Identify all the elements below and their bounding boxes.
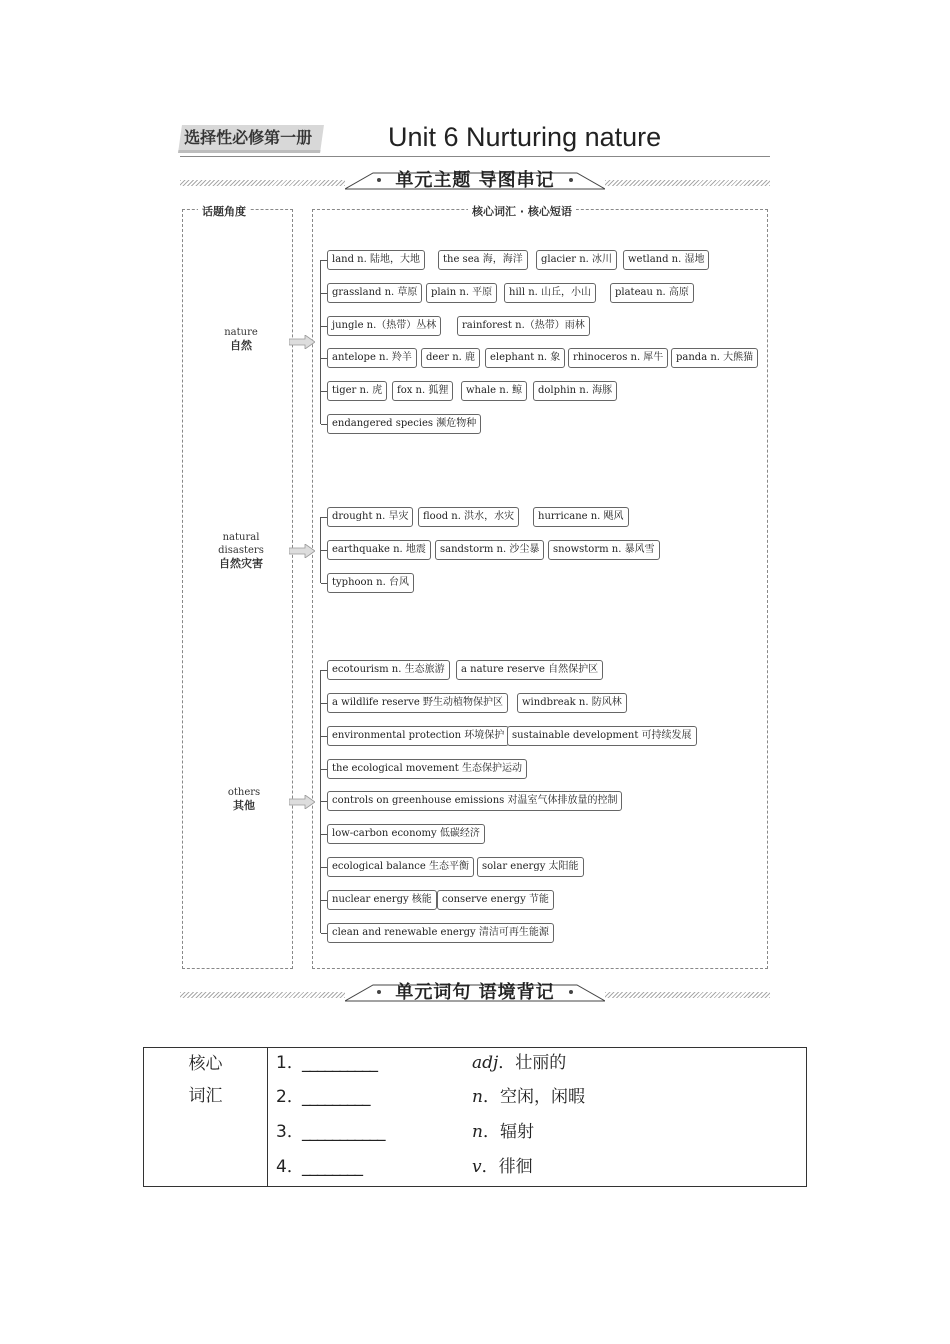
vocab-item: clean and renewable energy 清洁可再生能源 xyxy=(327,923,554,943)
vocab-item: sustainable development 可持续发展 xyxy=(507,726,697,746)
vocab-item: environmental protection 环境保护 xyxy=(327,726,509,746)
vocab-item: wetland n. 湿地 xyxy=(623,250,709,270)
vocab-row xyxy=(276,1048,377,1078)
category-en: others xyxy=(227,787,261,798)
bracket-nature xyxy=(320,260,321,424)
vocab-item: flood n. 洪水，水灾 xyxy=(418,507,519,527)
vocab-item: rainforest n.（热带）雨林 xyxy=(457,316,590,336)
vocab-item: glacier n. 冰川 xyxy=(536,250,617,270)
vocab-item: snowstorm n. 暴风雪 xyxy=(548,540,660,560)
vocab-item: sandstorm n. 沙尘暴 xyxy=(435,540,544,560)
sentences-banner-title: 单元词句 语境背记 xyxy=(395,982,555,1003)
vocab-item: windbreak n. 防风林 xyxy=(517,693,627,713)
definition-text: ．壮丽的 xyxy=(498,1053,567,1073)
vocab-definition xyxy=(472,1082,585,1112)
vocab-item: fox n. 狐狸 xyxy=(392,381,453,401)
definition-text: ．徘徊 xyxy=(481,1157,533,1177)
vocab-item: panda n. 大熊猫 xyxy=(671,348,758,368)
answer-blank[interactable]: _________ xyxy=(302,1087,370,1107)
vocab-item: low-carbon economy 低碳经济 xyxy=(327,824,485,844)
vocab-item: endangered species 濒危物种 xyxy=(327,414,481,434)
arrow-right-icon xyxy=(289,544,315,558)
part-of-speech: n xyxy=(472,1087,483,1107)
vocab-item: grassland n. 草原 xyxy=(327,283,422,303)
vocab-item: typhoon n. 台风 xyxy=(327,573,414,593)
topic-angle-label: 话题角度 xyxy=(198,203,250,219)
header-rule xyxy=(180,156,770,157)
vocab-item: ecological balance 生态平衡 xyxy=(327,857,474,877)
row-number: 3． xyxy=(276,1122,304,1142)
vocab-item: dolphin n. 海豚 xyxy=(533,381,617,401)
core-vocab-label-line2: 词汇 xyxy=(188,1086,223,1106)
category-natural-disasters xyxy=(201,531,281,570)
vocab-item: earthquake n. 地震 xyxy=(327,540,431,560)
category-zh: 自然 xyxy=(230,339,252,352)
unit-title: Unit 6 Nurturing nature xyxy=(388,122,662,152)
vocab-item: rhinoceros n. 犀牛 xyxy=(568,348,668,368)
category-others xyxy=(204,786,284,812)
row-number: 1． xyxy=(276,1053,304,1073)
definition-text: ．辐射 xyxy=(482,1122,534,1142)
definition-text: ．空闲，闲暇 xyxy=(482,1087,585,1107)
arrow-right-icon xyxy=(289,335,315,349)
vocab-row xyxy=(276,1152,362,1182)
vocab-row xyxy=(276,1117,385,1147)
answer-blank[interactable]: __________ xyxy=(302,1053,377,1073)
category-nature xyxy=(201,326,281,352)
vocab-item: jungle n.（热带）丛林 xyxy=(327,316,441,336)
row-number: 4． xyxy=(276,1157,304,1177)
category-zh: 自然灾害 xyxy=(219,557,263,570)
category-en: natural disasters xyxy=(218,532,264,556)
core-vocab-label: 核心词汇 · 核心短语 xyxy=(468,203,576,219)
mindmap-banner-title: 单元主题 导图串记 xyxy=(395,170,555,191)
vocab-item: whale n. 鲸 xyxy=(461,381,527,401)
vocab-item: land n. 陆地，大地 xyxy=(327,250,425,270)
vocab-definition xyxy=(472,1048,566,1078)
vocab-item: deer n. 鹿 xyxy=(421,348,480,368)
banner-cap xyxy=(345,165,605,195)
vocab-item: a nature reserve 自然保护区 xyxy=(456,660,603,680)
vocab-item: plain n. 平原 xyxy=(426,283,497,303)
vocab-item: drought n. 旱灾 xyxy=(327,507,413,527)
answer-blank[interactable]: ___________ xyxy=(302,1122,385,1142)
sentences-banner xyxy=(180,977,770,1007)
vocab-item: nuclear energy 核能 xyxy=(327,890,437,910)
vocab-definition xyxy=(472,1152,533,1182)
vocab-item: controls on greenhouse emissions 对温室气体排放量的控制 xyxy=(327,791,622,811)
vocab-item: tiger n. 虎 xyxy=(327,381,387,401)
book-tag xyxy=(178,125,324,153)
core-vocab-label-line1: 核心 xyxy=(188,1054,223,1074)
part-of-speech: n xyxy=(472,1122,483,1142)
vocab-item: conserve energy 节能 xyxy=(437,890,554,910)
book-tag-text: 选择性必修第一册 xyxy=(184,128,313,147)
banner-hatch-right xyxy=(605,180,770,186)
vocab-item: hurricane n. 飓风 xyxy=(533,507,629,527)
vocab-definition xyxy=(472,1117,534,1147)
part-of-speech: adj xyxy=(472,1053,499,1073)
core-vocab-label-cell xyxy=(144,1048,268,1186)
vocab-item: ecotourism n. 生态旅游 xyxy=(327,660,450,680)
category-en: nature xyxy=(224,327,258,338)
banner-cap xyxy=(345,977,605,1007)
banner-hatch-right xyxy=(605,992,770,998)
vocab-item: a wildlife reserve 野生动植物保护区 xyxy=(327,693,508,713)
row-number: 2． xyxy=(276,1087,304,1107)
part-of-speech: v xyxy=(472,1157,482,1177)
vocab-item: the ecological movement 生态保护运动 xyxy=(327,759,527,779)
vocab-item: antelope n. 羚羊 xyxy=(327,348,417,368)
vocab-item: the sea 海，海洋 xyxy=(438,250,528,270)
answer-blank[interactable]: ________ xyxy=(302,1157,362,1177)
core-vocab-table xyxy=(143,1047,807,1187)
vocab-item: plateau n. 高原 xyxy=(610,283,694,303)
topic-angle-box xyxy=(182,209,293,969)
vocab-item: elephant n. 象 xyxy=(485,348,565,368)
banner-hatch-left xyxy=(180,992,345,998)
mindmap-banner xyxy=(180,165,770,195)
vocab-item: hill n. 山丘，小山 xyxy=(504,283,596,303)
banner-hatch-left xyxy=(180,180,345,186)
vocab-row xyxy=(276,1082,370,1112)
category-zh: 其他 xyxy=(233,799,255,812)
arrow-right-icon xyxy=(289,795,315,809)
vocab-item: solar energy 太阳能 xyxy=(477,857,584,877)
